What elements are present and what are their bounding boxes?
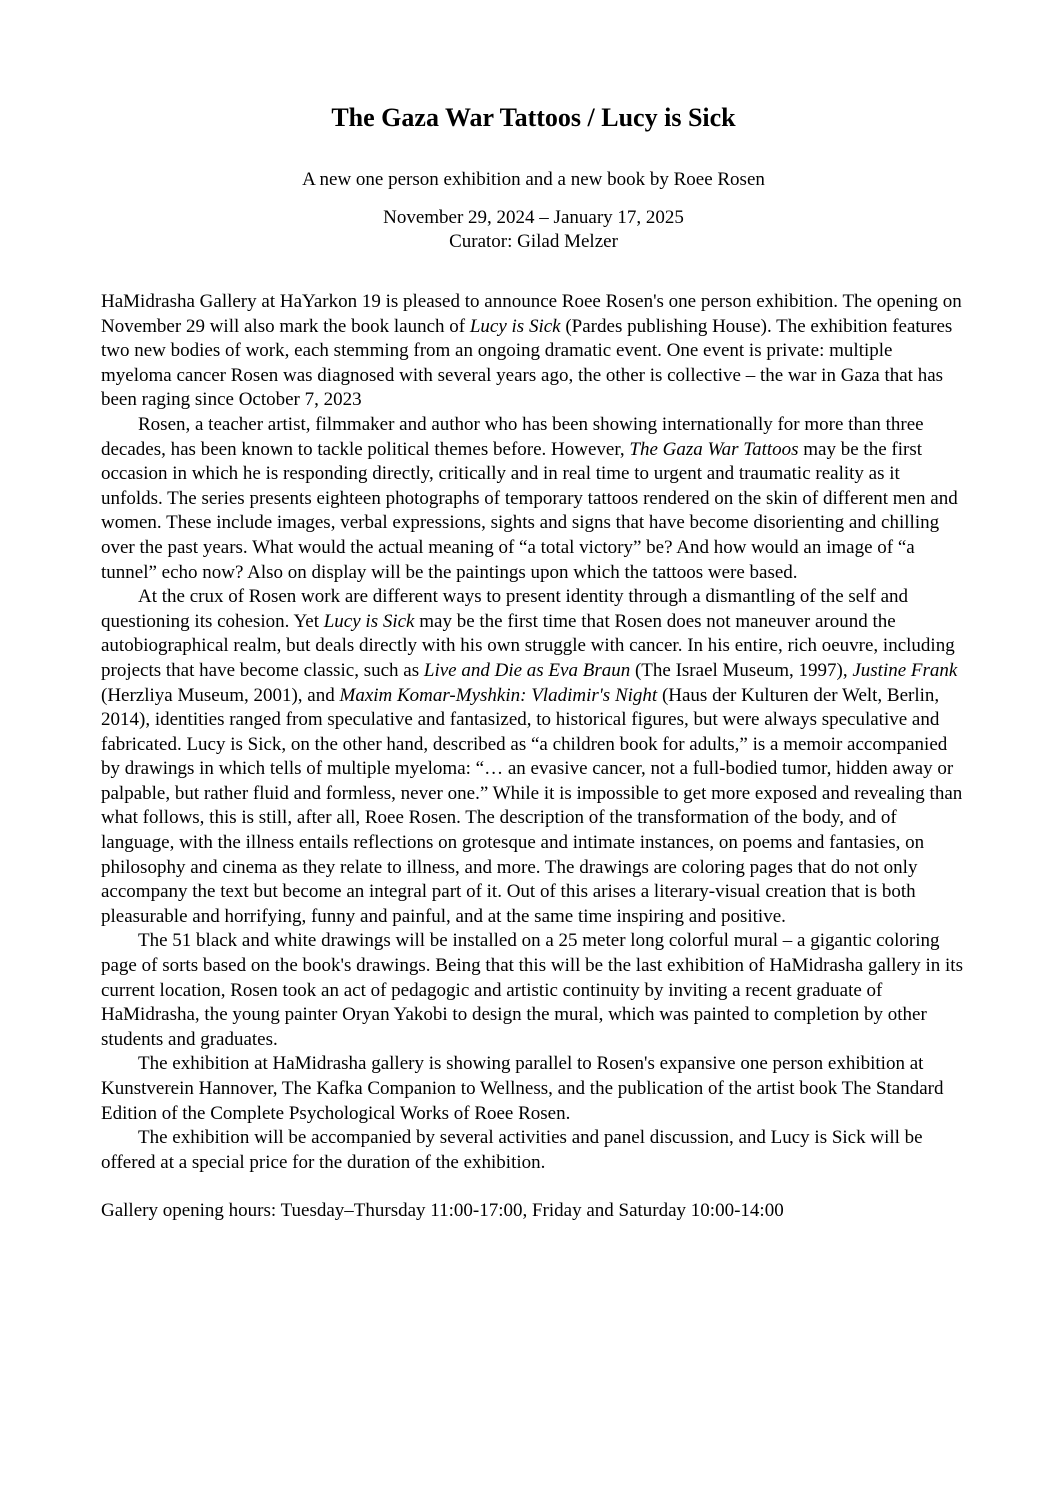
text-run: (Pardes publishing House). The exhibition features two new bodies of work, each stemming from an ongoing dramatic event. One event is private: multiple myeloma cancer Rosen was diagnosed with several years ago, the other is collective – the war in Gaza that has been raging since October 7, 2023	[101, 315, 953, 411]
text-run: HaMidrasha Gallery at HaYarkon 19 is pleased to announce Roee Rosen's one person exhibition. The opening on November 29 will also mark the book launch of	[101, 291, 962, 337]
paragraph-1	[101, 290, 966, 413]
text-run: (Haus der Kulturen der Welt, Berlin, 2014), identities ranged from speculative and fantasized, to historical figures, but were always speculative and fabricated. Lucy is Sick, on the other hand, described as “a children book for adults,” is a memoir accompanied by drawings in which tells of multiple myeloma: “… an evasive cancer, not a full-bodied tumor, hidden away or palpable, but rather fluid and formless, never one.” While it is impossible to get more exposed and revealing than what follows, this is still, after all, Roee Rosen. The description of the transformation of the body, and of language, with the illness entails reflections on grotesque and intimate instances, on poems and fantasies, on philosophy and cinema as they relate to illness, and more. The drawings are coloring pages that do not only accompany the text but become an integral part of it. Out of this arises a literary-visual creation that is both pleasurable and horrifying, funny and painful, and at the same time inspiring and positive.	[101, 684, 963, 927]
body-text	[101, 290, 966, 1175]
work-title: Live and Die as Eva Braun	[423, 659, 631, 681]
book-title: Lucy is Sick	[469, 315, 561, 337]
paragraph-5: The exhibition at HaMidrasha gallery is showing parallel to Rosen's expansive one person exhibition at Kunstverein Hannover, The Kafka Companion to Wellness, and the publication of the artist book The Standard Edition of the Complete Psychological Works of Roee Rosen.	[101, 1053, 944, 1124]
paragraph-4: The 51 black and white drawings will be installed on a 25 meter long colorful mural – a gigantic coloring page of sorts based on the book's drawings. Being that this will be the last exhibition of HaMidrasha gallery in its current location, Rosen took an act of pedagogic and artistic continuity by inviting a recent graduate of HaMidrasha, the young painter Oryan Yakobi to design the mural, which was painted to completion by other students and graduates.	[101, 930, 963, 1050]
work-title: Maxim Komar-Myshkin: Vladimir's Night	[339, 684, 658, 706]
paragraph-6: The exhibition will be accompanied by several activities and panel discussion, and Lucy is Sick will be offered at a special price for the duration of the exhibition.	[101, 1127, 923, 1173]
series-title: The Gaza War Tattoos	[629, 438, 799, 460]
exhibition-meta	[101, 206, 966, 254]
paragraph-3	[101, 585, 966, 929]
text-run: (Herzliya Museum, 2001), and	[101, 684, 340, 706]
book-title: Lucy is Sick	[323, 610, 415, 632]
paragraph-2	[101, 413, 966, 585]
text-run: Rosen, a teacher artist, filmmaker and author who has been showing internationally for more than three decades, has been known to tackle political themes before. However,	[101, 413, 924, 460]
page-title: The Gaza War Tattoos / Lucy is Sick	[331, 103, 736, 132]
subtitle: A new one person exhibition and a new book by Roee Rosen	[302, 169, 765, 190]
text-run: At the crux of Rosen work are different ways to present identity through a dismantling of the self and questioning its cohesion. Yet	[101, 586, 909, 632]
curator-line: Curator: Gilad Melzer	[449, 231, 618, 252]
opening-hours: Gallery opening hours: Tuesday–Thursday 11:00-17:00, Friday and Saturday 10:00-14:00	[101, 1200, 784, 1222]
exhibition-dates: November 29, 2024 – January 17, 2025	[383, 207, 684, 228]
work-title: Justine Frank	[852, 659, 958, 681]
text-run: (The Israel Museum, 1997),	[630, 659, 853, 681]
text-run: may be the first time that Rosen does not maneuver around the autobiographical realm, but deals directly with his own struggle with cancer. In his entire, rich oeuvre, including projects that have become classic, such as	[101, 610, 955, 681]
text-run: may be the first occasion in which he is responding directly, critically and in real time to urgent and traumatic reality as it unfolds. The series presents eighteen photographs of temporary tattoos rendered on the skin of different men and women. These include images, verbal expressions, sights and signs that have become disorienting and chilling over the past years. What would the actual meaning of “a total victory” be? And how would an image of “a tunnel” echo now? Also on display will be the paintings upon which the tattoos were based.	[101, 438, 958, 583]
